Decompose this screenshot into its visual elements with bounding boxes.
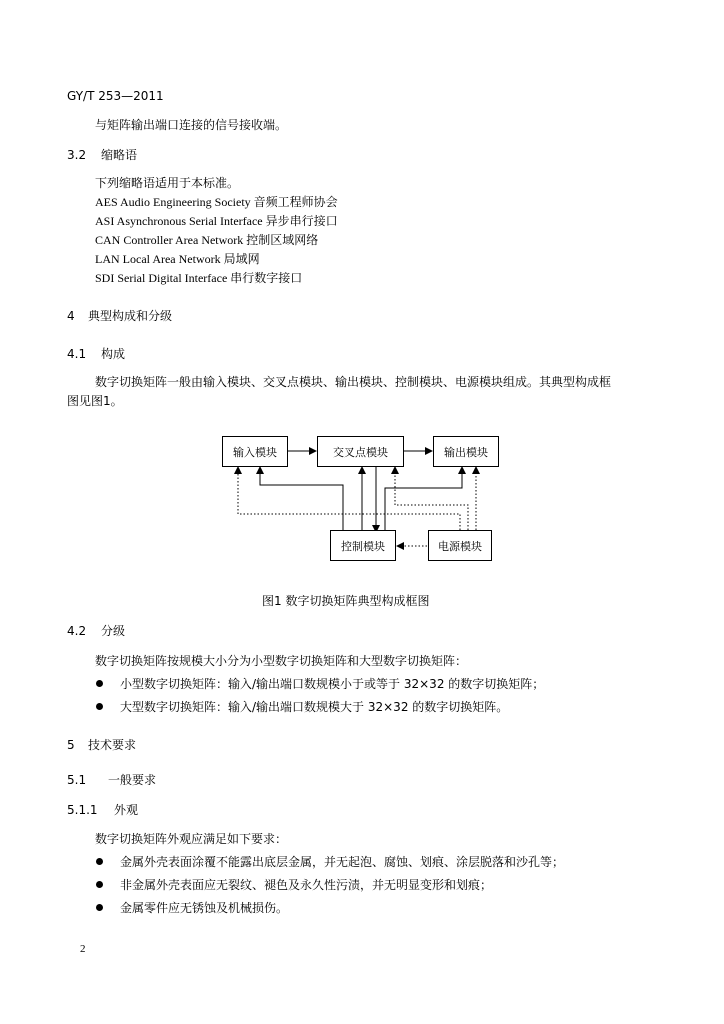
power-to-input-line [238, 467, 460, 530]
section-4-title: 典型构成和分级 [88, 309, 173, 323]
crosspoint-module-box: 交叉点模块 [317, 436, 404, 467]
power-module-box: 电源模块 [428, 530, 492, 561]
bullet-icon [96, 881, 103, 888]
abbr-item: SDI Serial Digital Interface 串行数字接口 [95, 271, 303, 285]
arrow-control-to-output [385, 467, 462, 532]
bullet-icon [96, 858, 103, 865]
paragraph-line: 数字切换矩阵一般由输入模块、交叉点模块、输出模块、控制模块、电源模块组成。其典型构成框 [95, 375, 612, 389]
section-5-1-title: 一般要求 [108, 773, 157, 787]
paragraph-line: 图见图1。 [67, 394, 123, 408]
section-4-1-title: 构成 [101, 347, 126, 361]
bullet-icon [96, 703, 103, 710]
section-5-1-number: 5.1 [67, 773, 87, 787]
list-item: 金属零件应无锈蚀及机械损伤。 [120, 901, 289, 915]
abbr-item: AES Audio Engineering Society 音频工程师协会 [95, 195, 338, 209]
power-to-crosspoint-line [395, 467, 468, 530]
paragraph-line: 数字切换矩阵外观应满足如下要求： [95, 832, 288, 846]
section-3-2-number: 3.2 [67, 148, 87, 162]
section-5-1-1-number: 5.1.1 [67, 803, 98, 817]
abbr-item: CAN Controller Area Network 控制区域网络 [95, 233, 319, 247]
arrow-control-to-input [260, 467, 343, 532]
section-5-1-1-title: 外观 [114, 803, 139, 817]
bullet-icon [96, 680, 103, 687]
input-module-box: 输入模块 [222, 436, 288, 467]
page-number: 2 [80, 943, 86, 955]
section-4-2-number: 4.2 [67, 624, 87, 638]
section-4-1-number: 4.1 [67, 347, 87, 361]
list-item: 大型数字切换矩阵：输入/输出端口数规模大于 32×32 的数字切换矩阵。 [120, 700, 509, 714]
list-item: 非金属外壳表面应无裂纹、褪色及永久性污渍，并无明显变形和划痕； [120, 878, 493, 892]
section-4-2-title: 分级 [101, 624, 126, 638]
section-4-number: 4 [67, 309, 75, 323]
output-module-box: 输出模块 [433, 436, 499, 467]
list-item: 小型数字切换矩阵：输入/输出端口数规模小于或等于 32×32 的数字切换矩阵； [120, 677, 545, 691]
section-3-2-title: 缩略语 [101, 148, 138, 162]
paragraph-line: 数字切换矩阵按规模大小分为小型数字切换矩阵和大型数字切换矩阵： [95, 654, 468, 668]
standard-number: GY/T 253—2011 [67, 89, 164, 103]
section-5-number: 5 [67, 738, 75, 752]
abbr-intro: 下列缩略语适用于本标准。 [95, 176, 240, 190]
section-5-title: 技术要求 [88, 738, 137, 752]
bullet-icon [96, 904, 103, 911]
control-module-box: 控制模块 [330, 530, 396, 561]
list-item: 金属外壳表面涂覆不能露出底层金属，并无起泡、腐蚀、划痕、涂层脱落和沙孔等； [120, 855, 565, 869]
definition-continuation: 与矩阵输出端口连接的信号接收端。 [95, 118, 288, 132]
figure-caption: 图1 数字切换矩阵典型构成框图 [262, 594, 430, 608]
abbr-item: LAN Local Area Network 局域网 [95, 252, 260, 266]
abbr-item: ASI Asynchronous Serial Interface 异步串行接口 [95, 214, 338, 228]
